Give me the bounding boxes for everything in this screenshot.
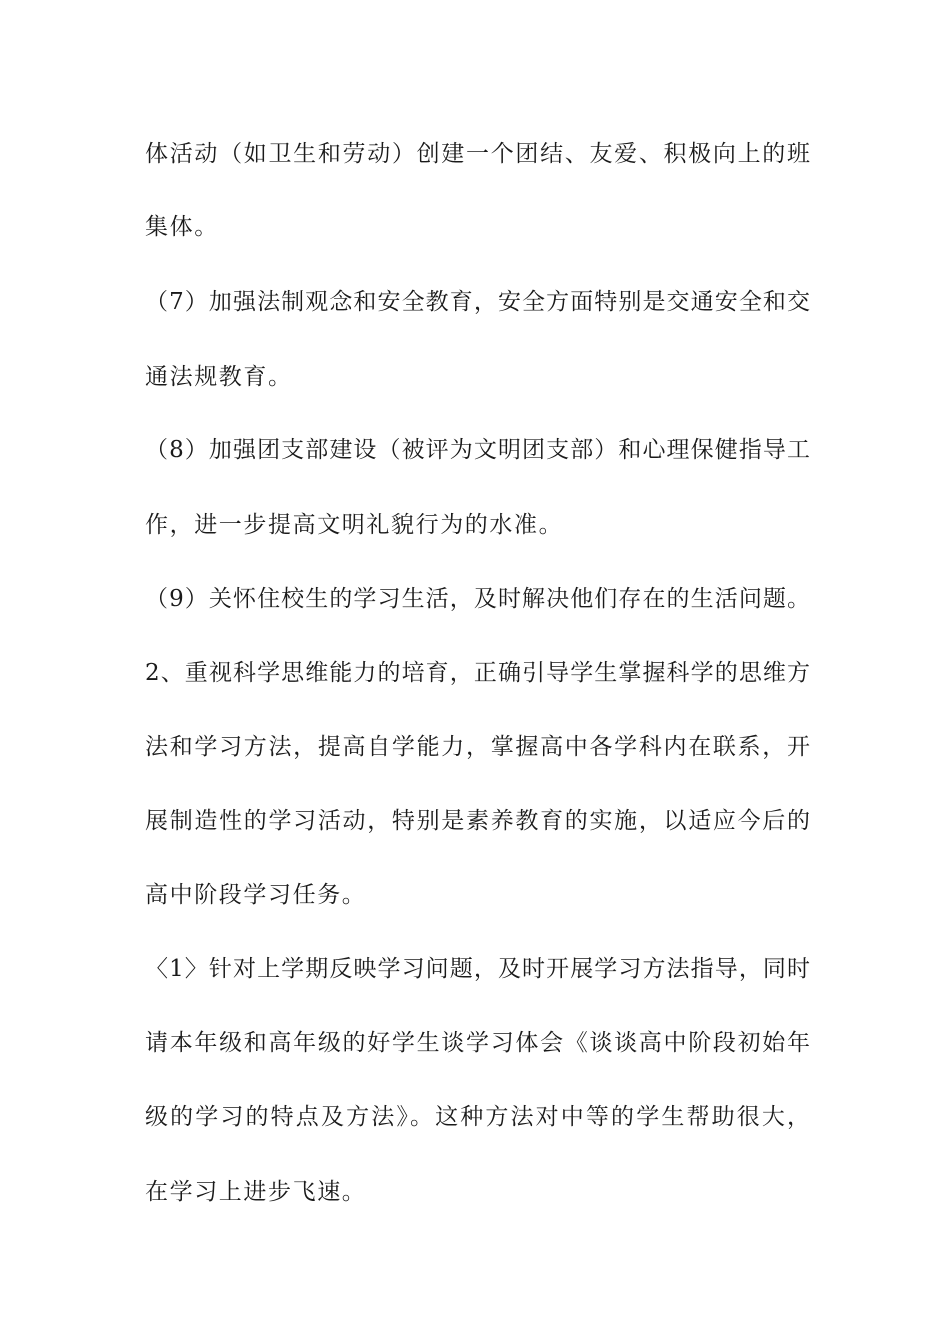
text-line: 2、重视科学思维能力的培育，正确引导学生掌握科学的思维方 [145, 660, 810, 686]
text-line: 集体。 [145, 214, 219, 240]
text-line: 在学习上进步飞速。 [145, 1179, 367, 1205]
text-line: （8）加强团支部建设（被评为文明团支部）和心理保健指导工 [145, 437, 810, 463]
text-line: 通法规教育。 [145, 364, 293, 390]
text-line: 级的学习的特点及方法》。这种方法对中等的学生帮助很大， [145, 1104, 810, 1130]
text-line: 法和学习方法，提高自学能力，掌握高中各学科内在联系，开 [145, 734, 810, 760]
text-line: （7）加强法制观念和安全教育，安全方面特别是交通安全和交 [145, 289, 810, 315]
text-line: 高中阶段学习任务。 [145, 882, 367, 908]
text-line: 请本年级和高年级的好学生谈学习体会《谈谈高中阶段初始年 [145, 1030, 810, 1056]
text-line: 作，进一步提高文明礼貌行为的水准。 [145, 512, 564, 538]
text-line: 展制造性的学习活动，特别是素养教育的实施，以适应今后的 [145, 808, 810, 834]
text-line: （9）关怀住校生的学习生活，及时解决他们存在的生活问题。 [145, 586, 810, 612]
text-line: 〈1〉针对上学期反映学习问题，及时开展学习方法指导，同时 [145, 956, 810, 982]
text-line: 体活动（如卫生和劳动）创建一个团结、友爱、积极向上的班 [145, 141, 810, 167]
